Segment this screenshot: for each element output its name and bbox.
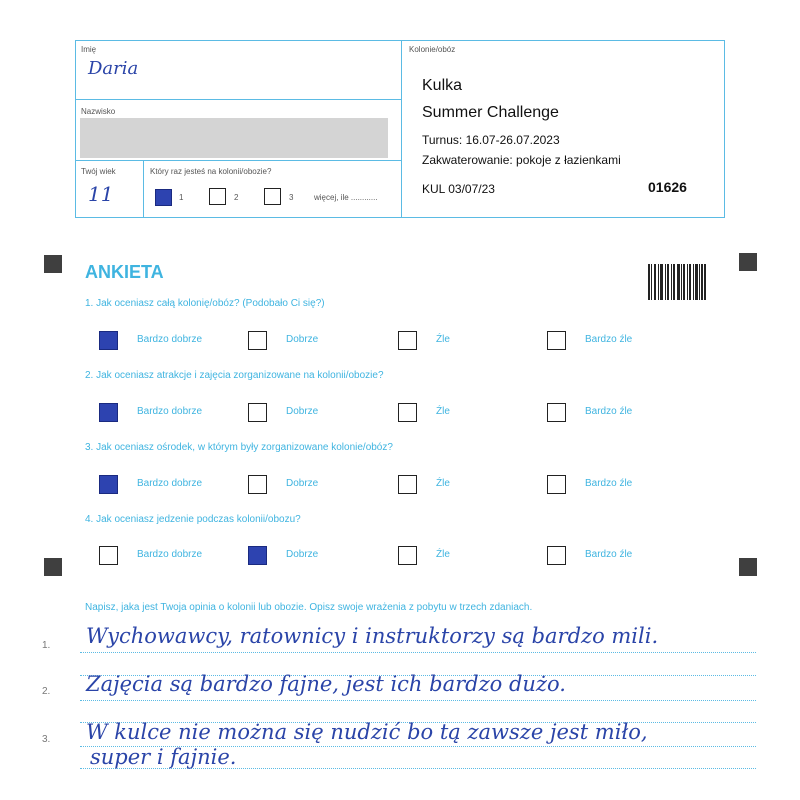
q1-checkbox-bardzo-zle[interactable]	[547, 331, 566, 350]
header-divider-h1	[75, 99, 401, 100]
ktory-raz-label: Który raz jesteś na kolonii/obozie?	[150, 167, 272, 176]
q1-checkbox-zle[interactable]	[398, 331, 417, 350]
q4-checkbox-dobrze[interactable]	[248, 546, 267, 565]
ktory-raz-other: więcej, ile ............	[314, 193, 378, 202]
opinion-line-2[interactable]: Zajęcia są bardzo fajne, jest ich bardzo dużo.	[86, 672, 566, 696]
kolonie-label: Kolonie/obóz	[409, 45, 456, 54]
q1-option-bardzo-dobrze: Bardzo dobrze	[137, 334, 203, 345]
registration-mark-bottom-left	[44, 558, 62, 576]
barcode-graphic	[648, 264, 706, 300]
kolonie-program: Summer Challenge	[422, 104, 559, 121]
q4-option-bardzo-zle: Bardzo źle	[585, 549, 633, 560]
kolonie-code: KUL 03/07/23	[422, 182, 495, 196]
q2-checkbox-zle[interactable]	[398, 403, 417, 422]
zakwaterowanie: Zakwaterowanie: pokoje z łazienkami	[422, 153, 621, 167]
writing-line-3	[80, 700, 756, 701]
opinion-line-4[interactable]: super i fajnie.	[90, 745, 237, 769]
opinion-line-1[interactable]: Wychowawcy, ratownicy i instruktorzy są bardzo mili.	[86, 624, 659, 648]
q1-option-bardzo-zle: Bardzo źle	[585, 334, 633, 345]
q4-checkbox-zle[interactable]	[398, 546, 417, 565]
header-divider-vertical	[401, 40, 402, 218]
line-number-3: 3.	[42, 734, 51, 745]
nazwisko-label: Nazwisko	[81, 107, 116, 116]
registration-mark-bottom-right	[739, 558, 757, 576]
ktory-raz-option-3: 3	[289, 193, 294, 202]
q4-checkbox-bardzo-zle[interactable]	[547, 546, 566, 565]
header-divider-age	[143, 160, 144, 218]
line-number-2: 2.	[42, 686, 51, 697]
survey-title: ANKIETA	[85, 262, 164, 282]
ktory-raz-checkbox-2[interactable]	[209, 188, 226, 205]
q2-checkbox-dobrze[interactable]	[248, 403, 267, 422]
q4-checkbox-bardzo-dobrze[interactable]	[99, 546, 118, 565]
wiek-value[interactable]: 11	[88, 182, 114, 206]
form-number: 01626	[648, 179, 687, 195]
q2-option-bardzo-zle: Bardzo źle	[585, 406, 633, 417]
opinion-line-3[interactable]: W kulce nie można się nudzić bo tą zawsze jest miło,	[86, 720, 648, 744]
imie-label: Imię	[81, 45, 97, 54]
header-divider-h2	[75, 160, 401, 161]
q1-option-zle: Źle	[436, 334, 450, 345]
ktory-raz-option-2: 2	[234, 193, 239, 202]
q3-checkbox-bardzo-dobrze[interactable]	[99, 475, 118, 494]
question-3: 3. Jak oceniasz ośrodek, w którym były zorganizowane kolonie/obóz?	[85, 442, 393, 453]
turnus: Turnus: 16.07-26.07.2023	[422, 133, 560, 147]
imie-value[interactable]: Daria	[88, 58, 139, 79]
line-number-1: 1.	[42, 640, 51, 651]
q2-option-dobrze: Dobrze	[286, 406, 319, 417]
q2-option-zle: Źle	[436, 406, 450, 417]
q3-option-bardzo-zle: Bardzo źle	[585, 478, 633, 489]
wiek-label: Twój wiek	[81, 167, 116, 176]
q3-checkbox-zle[interactable]	[398, 475, 417, 494]
q4-option-dobrze: Dobrze	[286, 549, 319, 560]
question-4: 4. Jak oceniasz jedzenie podczas kolonii/obozu?	[85, 514, 301, 525]
writing-line-1	[80, 652, 756, 653]
q2-option-bardzo-dobrze: Bardzo dobrze	[137, 406, 203, 417]
q2-checkbox-bardzo-dobrze[interactable]	[99, 403, 118, 422]
question-1: 1. Jak oceniasz całą kolonię/obóz? (Podobało Ci się?)	[85, 298, 325, 309]
q1-checkbox-dobrze[interactable]	[248, 331, 267, 350]
q3-option-dobrze: Dobrze	[286, 478, 319, 489]
q2-checkbox-bardzo-zle[interactable]	[547, 403, 566, 422]
question-2: 2. Jak oceniasz atrakcje i zajęcia zorganizowane na kolonii/obozie?	[85, 370, 384, 381]
q1-option-dobrze: Dobrze	[286, 334, 319, 345]
q3-checkbox-dobrze[interactable]	[248, 475, 267, 494]
q3-checkbox-bardzo-zle[interactable]	[547, 475, 566, 494]
ktory-raz-checkbox-3[interactable]	[264, 188, 281, 205]
barcode	[648, 264, 706, 300]
opinion-prompt: Napisz, jaka jest Twoja opinia o kolonii lub obozie. Opisz swoje wrażenia z pobytu w trzech zdaniach.	[85, 602, 533, 613]
nazwisko-redacted	[80, 118, 388, 158]
q3-option-bardzo-dobrze: Bardzo dobrze	[137, 478, 203, 489]
ktory-raz-option-1: 1	[179, 193, 184, 202]
q4-option-zle: Źle	[436, 549, 450, 560]
q1-checkbox-bardzo-dobrze[interactable]	[99, 331, 118, 350]
registration-mark-top-left	[44, 255, 62, 273]
kolonie-name: Kulka	[422, 77, 463, 94]
q3-option-zle: Źle	[436, 478, 450, 489]
ktory-raz-checkbox-1[interactable]	[155, 189, 172, 206]
registration-mark-top-right	[739, 253, 757, 271]
q4-option-bardzo-dobrze: Bardzo dobrze	[137, 549, 203, 560]
